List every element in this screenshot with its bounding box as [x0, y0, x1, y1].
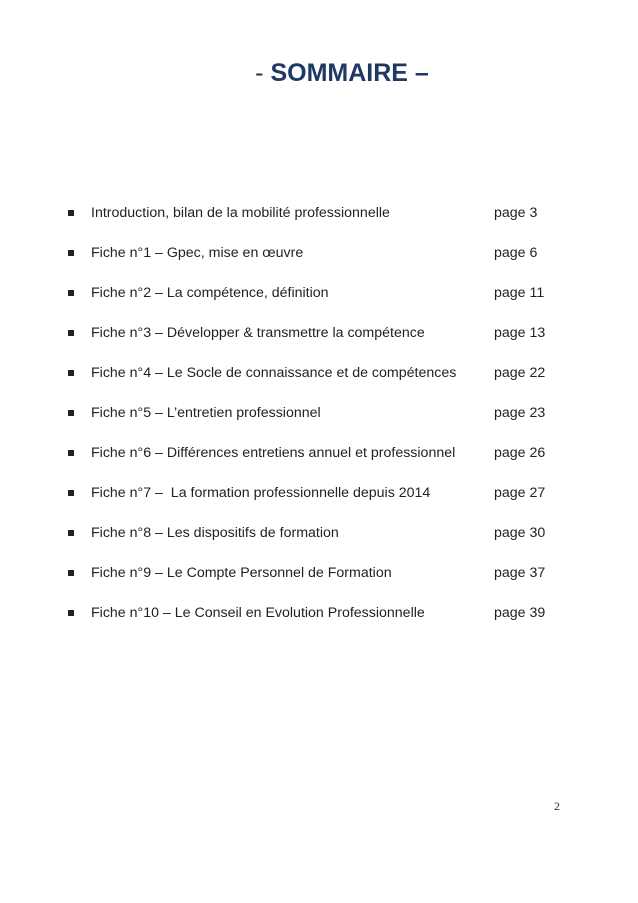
- title-suffix: –: [414, 59, 429, 87]
- toc-entry-title: Fiche n°3 – Développer & transmettre la compétence: [91, 325, 425, 341]
- toc-entry-title: Introduction, bilan de la mobilité professionnelle: [91, 205, 390, 221]
- square-bullet-icon: [68, 490, 74, 496]
- toc-entry-page: page 27: [494, 485, 546, 501]
- toc-entry: [68, 283, 568, 323]
- toc-entry: [68, 403, 568, 443]
- toc-entry-title: Fiche n°8 – Les dispositifs de formation: [91, 525, 339, 541]
- toc-entry-page: page 3: [494, 205, 538, 221]
- square-bullet-icon: [68, 570, 74, 576]
- toc-entry: [68, 363, 568, 403]
- square-bullet-icon: [68, 250, 74, 256]
- page-title: [0, 58, 638, 88]
- toc-entry-title: Fiche n°1 – Gpec, mise en œuvre: [91, 245, 304, 261]
- toc-entry: [68, 323, 568, 363]
- toc-entry-title: Fiche n°6 – Différences entretiens annuel et professionnel: [91, 445, 456, 461]
- toc-entry-page: page 26: [494, 445, 546, 461]
- toc-entry-page: page 30: [494, 525, 546, 541]
- title-prefix: -: [255, 59, 264, 87]
- square-bullet-icon: [68, 210, 74, 216]
- toc-entry: [68, 483, 568, 523]
- toc-entry-page: page 22: [494, 365, 546, 381]
- square-bullet-icon: [68, 330, 74, 336]
- toc-entry-title: Fiche n°7 – La formation professionnelle depuis 2014: [91, 485, 431, 501]
- toc-entry-title: Fiche n°5 – L’entretien professionnel: [91, 405, 321, 421]
- page-number: 2: [554, 799, 560, 813]
- toc-entry-title: Fiche n°9 – Le Compte Personnel de Formation: [91, 565, 392, 581]
- toc-entry-title: Fiche n°2 – La compétence, définition: [91, 285, 329, 301]
- title-word: SOMMAIRE: [270, 59, 408, 87]
- square-bullet-icon: [68, 370, 74, 376]
- toc-entry: [68, 563, 568, 603]
- toc-entry: [68, 243, 568, 283]
- toc-entry-page: page 11: [494, 285, 545, 301]
- toc-entry-title: Fiche n°10 – Le Conseil en Evolution Professionnelle: [91, 605, 425, 621]
- square-bullet-icon: [68, 410, 74, 416]
- toc-entry-title: Fiche n°4 – Le Socle de connaissance et de compétences: [91, 365, 457, 381]
- square-bullet-icon: [68, 290, 74, 296]
- square-bullet-icon: [68, 530, 74, 536]
- toc-entry: [68, 443, 568, 483]
- square-bullet-icon: [68, 610, 74, 616]
- toc-entry-page: page 6: [494, 245, 538, 261]
- toc-entry: [68, 603, 568, 643]
- toc-entry: [68, 523, 568, 563]
- table-of-contents: [68, 203, 568, 643]
- toc-entry: [68, 203, 568, 243]
- toc-entry-page: page 13: [494, 325, 546, 341]
- toc-entry-page: page 23: [494, 405, 546, 421]
- toc-entry-page: page 39: [494, 605, 546, 621]
- square-bullet-icon: [68, 450, 74, 456]
- toc-entry-page: page 37: [494, 565, 546, 581]
